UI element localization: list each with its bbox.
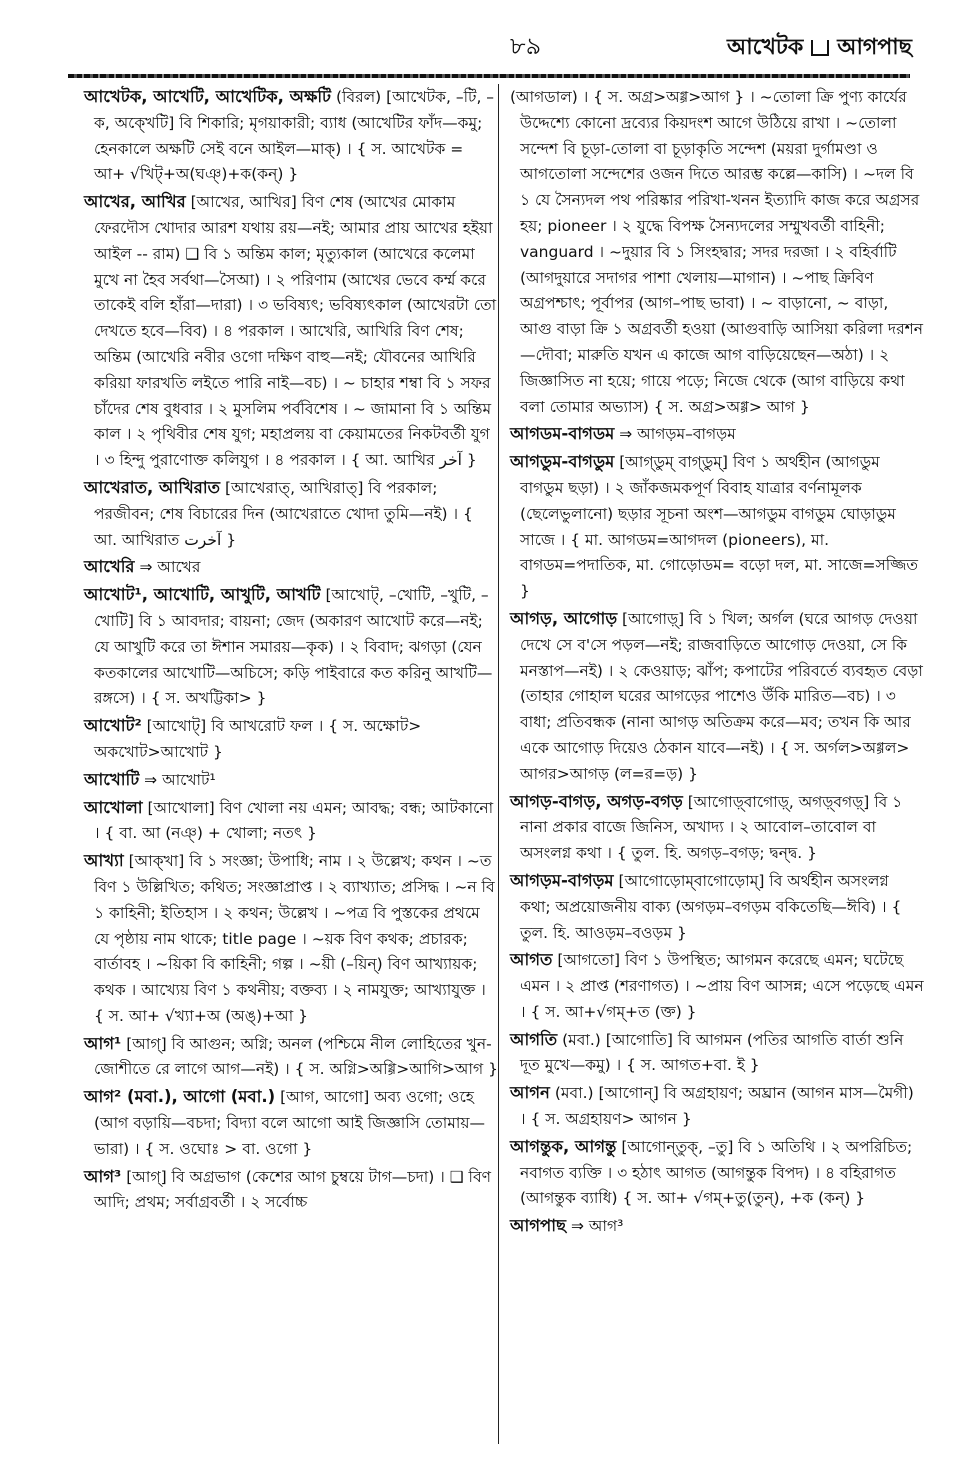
entry-headword: আগ¹ [84,1033,122,1053]
entry-headword: আগন্তুক, আগন্তু [510,1136,617,1156]
entry-definition: [আগ্] বি আগুন; অগ্নি; অনল (পশ্চিমে নীল লোহিতের খুন-জোশীতে রে লাগে আগ—নই) । { স. অগ্নি>অগ্গি>আগি>আগ } [94,1034,498,1079]
dictionary-entry [84,1031,498,1084]
entry-headword: আগড়, আগোড় [510,608,618,628]
entry-definition: [আগোড়্‌বাগোড়্, অগড়্‌বগড়্] বি ১ নানা প্রকার বাজে জিনিস, অখাদ্য । ২ আবোল–তাবোল বা অসংলগ্ন কথা । { তুল. হি. অগড়–বগড়; দ্বন্দ্ব. } [520,792,903,863]
entry-headword: আখ্যা [84,851,124,871]
column-divider [498,84,499,1444]
entry-headword: আখেটক, আখেটি, আখেটিক, অক্ষটি [84,87,332,106]
guide-word-last: আগপাছ [837,35,912,60]
entry-definition: (মবা.) [আগোতি] বি আগমন (পতির আগতি বার্তা শুনি দূত মুখে—কমু) । { স. আগত+বা. ই } [520,1030,904,1075]
entry-headword: আখের, আখির [84,192,186,212]
dictionary-entry [510,1213,924,1240]
dictionary-entry [84,582,498,712]
entry-definition: [আখোলা] বিণ খোলা নয় এমন; আবদ্ধ; বন্ধ; আটকানো । { বা. আ (নঞ্) + খোলা; নতৎ } [94,798,494,843]
entry-definition: [আগোন্‌তুক্, –তু] বি ১ অতিথি । ২ অপরিচিত; নবাগত ব্যক্তি । ৩ হঠাৎ আগত (আগন্তুক বিপদ) । ৪ বহিরাগত (আগন্তুক ব্যাধি) { স. আ+ √গম্+তু(তুন্), +ক (কন্) } [520,1137,913,1208]
entry-definition: [আখোট্, –খোটি, –খুটি, –খোটি] বি ১ আবদার; বায়না; জেদ (অকারণ আখোট করে—নই; যে আখুটি করে তা ঈশান সমারয়—কৃক) । ২ বিবাদ; ঝগড়া (যেন কতকালের আখোটি—অচিসে; কড়ি পাইবারে কত করিনু আখটি—রঙ্গসে) । { স. অখট্টিকা> } [94,586,493,708]
dictionary-entry [510,1080,924,1133]
dictionary-entry [84,1084,498,1162]
entry-headword: আগত [510,950,553,970]
left-column [84,84,498,1217]
entry-definition: ⇒ আগ³ [570,1217,624,1236]
entry-headword: আখোটি [84,769,140,789]
entry-definition: ⇒ আখের [139,558,201,577]
page-number: ৮৯ [510,32,542,60]
entry-definition: ⇒ আগড়ম–বাগড়ম [619,425,736,444]
dictionary-entry [510,606,924,788]
dictionary-entry [510,947,924,1025]
dictionary-entry [84,848,498,1030]
dictionary-entry [84,713,498,766]
entry-headword: আখোট² [84,716,142,736]
entry-headword: আখেরাত, আখিরাত [84,477,221,497]
dictionary-entry [84,189,498,474]
dictionary-entry [84,554,498,581]
entry-definition: (আগডাল) । { স. অগ্র>অগ্গ>আগ } । ~তোলা ক্রি পুণ্য কার্যের উদ্দেশ্যে কোনো দ্রব্যের কিয়দংশ আগে উঠিয়ে রাখা । ~তোলা সন্দেশ বি চূড়া-তোলা বা চূড়াকৃতি সন্দেশ (ময়রা দুর্গামণ্ডা ও আগতোলা সন্দেশের ওজন দিতে আরম্ভ কল্লে—কাসি) । ~দল বি ১ যে সৈন্যদল পথ পরিষ্কার পরিখা-খনন ইত্যাদি কাজ করে অগ্রসর হয়; pioneer । ২ যুদ্ধে বিপক্ষ সৈন্যদলের সম্মুখবর্তী বাহিনী; vanguard । ~দুয়ার বি ১ সিংহদ্বার; সদর দরজা । ২ বহির্বাটি (আগদুয়ারে সদাগর পাশা খেলায়—মাগান) । ~পাছ ক্রিবিণ অগ্রপশ্চাৎ; পূর্বাপর (আগ–পাছ ভাবা) । ~ বাড়ানো, ~ বাড়া, আগু বাড়া ক্রি ১ অগ্রবর্তী হওয়া (আগুবাড়ি আসিয়া করিলা দরশন—দৌবা; মারুতি যখন এ কাজে আগ বাড়িয়েছেন—অঠা) । ২ জিজ্ঞাসিত না হয়ে; গায়ে পড়ে; নিজে থেকে (আগ বাড়িয়ে কথা বলা তোমার অভ্যাস) { স. অগ্র>অগ্গ> আগ } [510,88,924,416]
entry-headword: আগপাছ [510,1216,567,1236]
right-column [510,84,924,1241]
dictionary-entry [84,1164,498,1217]
entry-definition: (মবা.) [আগোন্] বি অগ্রহায়ণ; অঘ্রান (আগন মাস—মৈগী) । { স. অগ্রহায়ণ> আগন } [520,1084,914,1129]
entry-definition: [আক্খা] বি ১ সংজ্ঞা; উপাধি; নাম । ২ উল্লেখ; কথন । ~ত বিণ ১ উল্লিখিত; কথিত; সংজ্ঞাপ্রাপ্ত । ২ ব্যাখ্যাত; প্রসিদ্ধ । ~ন বি ১ কাহিনী; ইতিহাস । ২ কথন; উল্লেখ । ~পত্র বি পুস্তকের প্রথমে যে পৃষ্ঠায় নাম থাকে; title page । ~য়ক বিণ কথক; প্রচারক; বার্তাবহ । ~য়িকা বি কাহিনী; গল্প । ~য়ী (–য়িন্) বিণ আখ্যায়ক; কথক । আখ্যেয় বিণ ১ কথনীয়; বক্তব্য । ২ নামযুক্ত; আখ্যাযুক্ত । { স. আ+ √খ্যা+অ (অঙ্)+আ } [94,852,495,1025]
entry-definition: [আগ্] বি অগ্রভাগ (কেশের আগ চুম্বয়ে টাগ—চদা) । ❑ বিণ আদি; প্রথম; সর্বাগ্রবর্তী । ২ সর্বোচ্চ [94,1167,491,1212]
dictionary-entry [510,1134,924,1212]
dictionary-entry [84,84,498,188]
dictionary-entry [510,1027,924,1080]
dictionary-entry [84,767,498,794]
entry-definition: [আগতো] বিণ ১ উপস্থিত; আগমন করেছে এমন; ঘটেছে এমন । ২ প্রাপ্ত (শরণাগত) । ~প্রায় বিণ আসন্ন; এসে পড়েছে এমন । { স. আ+√গম্+ত (ক্ত) } [520,951,924,1021]
entry-definition: [আগ্‌ডুম্ বাগ্‌ডুম্] বিণ ১ অর্থহীন (আগডুম বাগডুম ছড়া) । ২ জাঁকজমকপূর্ণ বিবাহ যাত্রার বর্ণনামূলক (ছেলেভুলানো) ছড়ার সূচনা অংশ—আগডুম বাগডুম ঘোড়াডুম সাজে । { মা. আগডম=আগদল (pioneers), মা. বাগডম=পদাতিক, মা. গোড়োডম= বড়ো দল, মা. সাজে=সজ্জিত } [520,453,919,601]
entry-headword: আখোট¹, আখোটি, আখুটি, আখটি [84,585,321,605]
entry-headword: আগন [510,1083,550,1103]
entry-headword: আগতি [510,1029,558,1049]
dictionary-entry [510,789,924,867]
guide-words [727,30,912,67]
entry-definition: [আখেরাত্, আখিরাত্] বি পরকাল; পরজীবন; শেষ বিচারের দিন (আখেরাতে খোদা তুমি—নই) । { আ. আখিরাত آخرت } [94,478,473,549]
entry-definition: [আগোড়োম্‌বাগোড়োম্] বি অর্থহীন অসংলগ্ন কথা; অপ্রয়োজনীয় বাক্য (অগড়ম–বগড়ম বকিতেছি—ঈবি) । { তুল. হি. আওড়ম–বওড়ম } [520,871,902,942]
entry-definition: [আখোট্] বি আখরোট ফল । { স. অক্ষোট> অকখোট>আখোট } [94,717,422,761]
dictionary-entry [510,449,924,605]
guide-word-first: আখেটক [726,35,804,60]
dictionary-entry [510,84,924,420]
entry-headword: আগডম-বাগডম [510,424,615,444]
entry-headword: আগ³ [84,1166,122,1186]
entry-definition: ⇒ আখোট¹ [144,770,216,789]
entry-headword: আগড়ম-বাগড়ম [510,870,614,890]
entry-headword: আগডুম-বাগডুম [510,452,615,472]
header-rule [68,74,910,78]
entry-definition: [আখের, আখির] বিণ শেষ (আখের মোকাম ফেরদৌস খোদার আরশ যথায় রয়—নই; আমার প্রায় আখের হইয়া আইল -- রাম) ❑ বি ১ অন্তিম কাল; মৃত্যুকাল (আখেরে কলেমা মুখে না হৈব সর্বথা—সৈআ) । ২ পরিণাম (আখের ভেবে কর্ম্ম করে তাকেই বলি হাঁরা—দারা) । ৩ ভবিষ্যৎ; ভবিষ্যৎকাল (আখেরটা তো দেখতে হবে—বিব) । ৪ পরকাল । আখেরি, আখিরি বিণ শেষ; অন্তিম (আখেরি নবীর ওগো দক্ষিণ বাহু—নই; যৌবনের আখিরি করিয়া ফারখতি লইতে পারি নাই—বচ) । ~ চাহার শম্বা বি ১ সফর চাঁদের শেষ বুধবার । ২ মুসলিম পর্ববিশেষ । ~ জামানা বি ১ অন্তিম কাল । ২ পৃথিবীর শেষ যুগ; মহাপ্রলয় বা কেয়ামতের নিকটবর্তী যুগ । ৩ হিন্দু পুরাণোক্ত কলিযুগ । ৪ পরকাল । { আ. আখির آخر } [94,193,497,470]
entry-definition: (বিরল) [আখেটক, –টি, –ক, অক্খেটি] বি শিকারি; মৃগয়াকারী; ব্যাধ (আখেটির ফাঁদ—কমু; হেনকালে অক্ষটি সেই বনে আইল—মাক্) । { স. আখেটক = আ+ √খিট্+অ(ঘঞ্)+ক(কন্) } [94,88,495,184]
dictionary-entry [84,795,498,848]
entry-definition: [আগোড়্] বি ১ খিল; অর্গল (ঘরে আগড় দেওয়া দেখে সে ব'সে পড়ল—নই; রাজবাড়িতে আগোড় দেওয়া, সে কি মনস্তাপ—নই) । ২ কেওয়াড়; ঝাঁপ; কপাটের পরিবর্তে ব্যবহৃত বেড়া (তাহার গোহাল ঘরের আগড়ের পাশেও উঁকি মারিত—বচ) । ৩ বাধা; প্রতিবন্ধক (নানা আগড় অতিক্রম করে—মব; তখন কি আর একে আগোড় দিয়েও ঠেকান যাবে—নই) । { স. অর্গল>অগ্গল> আগর>আগড় (ল=র=ড়) } [520,609,923,783]
guide-separator-icon [811,40,829,56]
entry-definition: [আগ, আগো] অব্য ওগো; ওহে (আগ বড়ায়ি—বচদা; বিদ্যা বলে আগো আই জিজ্ঞাসি তোমায়—ভারা) । { স. ওঘোঃ > বা. ওগো } [94,1088,486,1158]
dictionary-entry [510,868,924,946]
entry-headword: আগড়-বাগড়, অগড়-বগড় [510,791,683,811]
entry-headword: আখোলা [84,797,143,817]
entry-headword: আগ² (মবা.), আগো (মবা.) [84,1087,276,1107]
dictionary-entry [84,475,498,553]
dictionary-entry [510,421,924,448]
page-header [60,18,912,74]
entry-headword: আখেরি [84,557,135,577]
